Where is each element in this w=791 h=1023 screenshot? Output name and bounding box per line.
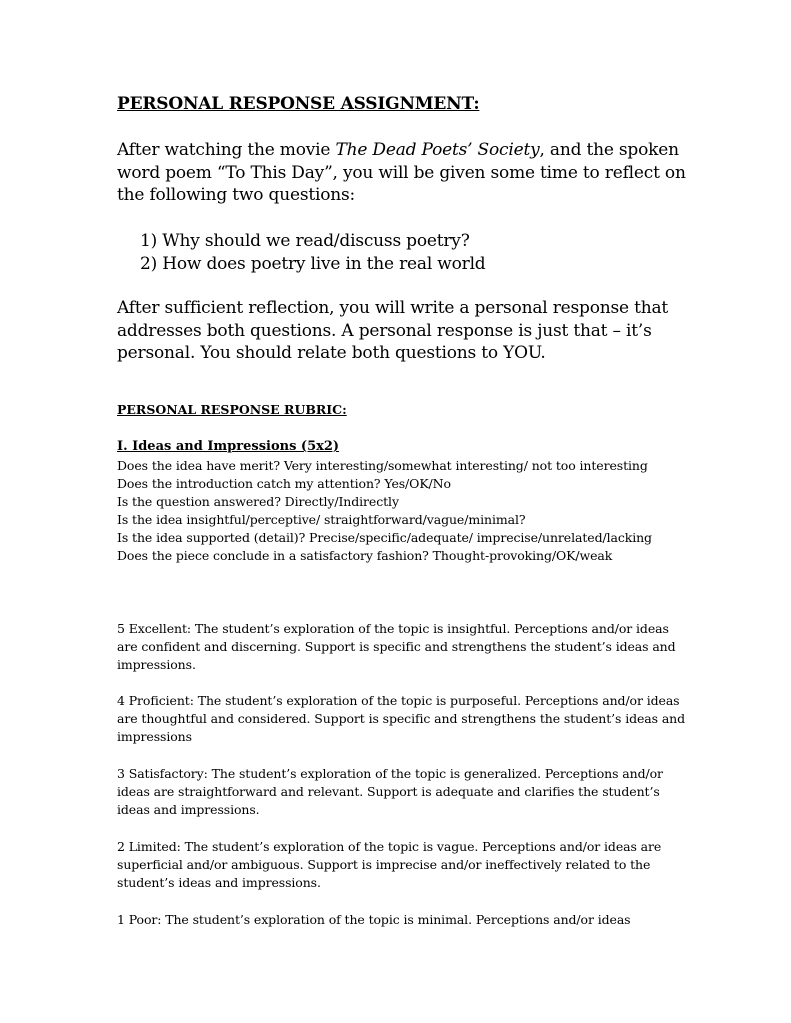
criteria-item: Does the introduction catch my attention? Yes/OK/No <box>117 476 451 491</box>
rubric-level-satisfactory: 3 Satisfactory: The student’s exploration of the topic is generalized. Perceptions and/or ideas are straightforward and relevant. Support is adequate and clarifies the student’s ideas and impressions. <box>117 766 663 817</box>
criteria-item: Is the idea supported (detail)? Precise/specific/adequate/ imprecise/unrelated/lacking <box>117 530 652 545</box>
questions-list <box>140 230 486 276</box>
movie-title: The Dead Poets’ Society <box>335 140 540 160</box>
intro-paragraph <box>117 139 697 207</box>
assignment-heading: PERSONAL RESPONSE ASSIGNMENT: <box>117 94 480 114</box>
intro-text-after: , and the spoken word poem “To This Day”, you will be given some time to reflect on the following two questions: <box>117 140 686 205</box>
rubric-level-proficient: 4 Proficient: The student’s exploration of the topic is purposeful. Perceptions and/or ideas are thoughtful and considered. Support is specific and strengthens the student’s ideas and impressions <box>117 693 686 744</box>
rubric-title: PERSONAL RESPONSE RUBRIC: <box>117 402 347 417</box>
criteria-item: Does the idea have merit? Very interesting/somewhat interesting/ not too interesting <box>117 458 648 473</box>
rubric-level-excellent: 5 Excellent: The student’s exploration of the topic is insightful. Perceptions and/or ideas are confident and discerning. Support is specific and strengthens the student’s ideas and impressions. <box>117 621 676 672</box>
reflection-paragraph: After sufficient reflection, you will write a personal response that addresses both questions. A personal response is just that – it’s personal. You should relate both questions to YOU. <box>117 298 669 363</box>
intro-text-before: After watching the movie <box>117 140 336 160</box>
question-item: 1) Why should we read/discuss poetry? <box>140 231 470 251</box>
question-item: 2) How does poetry live in the real world <box>140 254 486 274</box>
rubric-level-limited: 2 Limited: The student’s exploration of the topic is vague. Perceptions and/or ideas are superficial and/or ambiguous. Support is imprecise and/or ineffectively related to the student’s ideas and impressions. <box>117 839 662 890</box>
criteria-item: Is the idea insightful/perceptive/ straightforward/vague/minimal? <box>117 512 526 527</box>
rubric-level-poor: 1 Poor: The student’s exploration of the topic is minimal. Perceptions and/or ideas <box>117 912 631 927</box>
criteria-list <box>117 457 687 565</box>
rubric-section-title: I. Ideas and Impressions (5x2) <box>117 439 340 454</box>
criteria-item: Is the question answered? Directly/Indirectly <box>117 494 399 509</box>
criteria-item: Does the piece conclude in a satisfactory fashion? Thought-provoking/OK/weak <box>117 548 613 563</box>
